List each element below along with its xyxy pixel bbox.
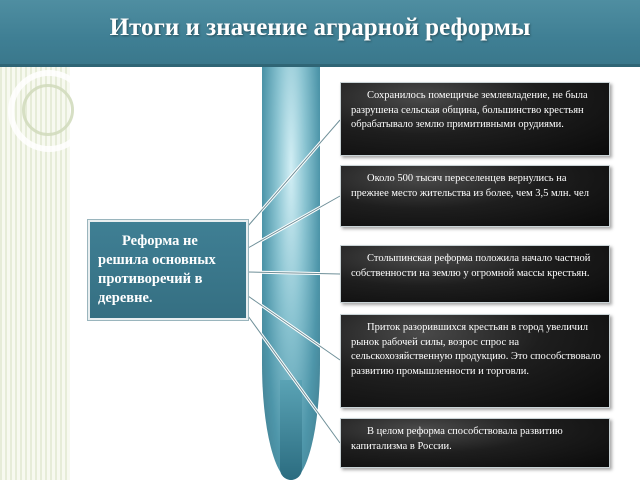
- connector-line-1: [248, 120, 340, 226]
- point-text-1: Сохранилось помещичье землевладение, не была разрушена сельская община, большинство крестьян обрабатывало землю примитивными орудиями.: [351, 90, 588, 130]
- point-text-2: Около 500 тысяч переселенцев вернулись на прежнее место жительства из более, чем 3,5 млн. чел: [351, 173, 589, 199]
- connector-line-2: [248, 196, 340, 248]
- point-text-3: Столыпинская реформа положила начало частной собственности на землю у огромной массы крестьян.: [351, 253, 591, 279]
- connector-line-4: [248, 296, 340, 360]
- point-box-2: [340, 165, 610, 227]
- point-text-5: В целом реформа способствовала развитию капитализма в России.: [351, 426, 563, 452]
- point-box-3: [340, 245, 610, 303]
- slide-title: Итоги и значение аграрной реформы: [109, 14, 531, 41]
- point-box-4: [340, 314, 610, 408]
- summary-box: [88, 220, 248, 320]
- connector-line-5: [248, 316, 340, 443]
- summary-text: Реформа не решила основных противоречий в деревне.: [98, 233, 216, 306]
- point-text-4: Приток разорившихся крестьян в город увеличил рынок рабочей силы, возрос спрос на сельскохозяйственную продукцию. Это способствовало развитию промышленности и торговли.: [351, 322, 601, 377]
- point-box-5: [340, 418, 610, 468]
- point-box-1: [340, 82, 610, 156]
